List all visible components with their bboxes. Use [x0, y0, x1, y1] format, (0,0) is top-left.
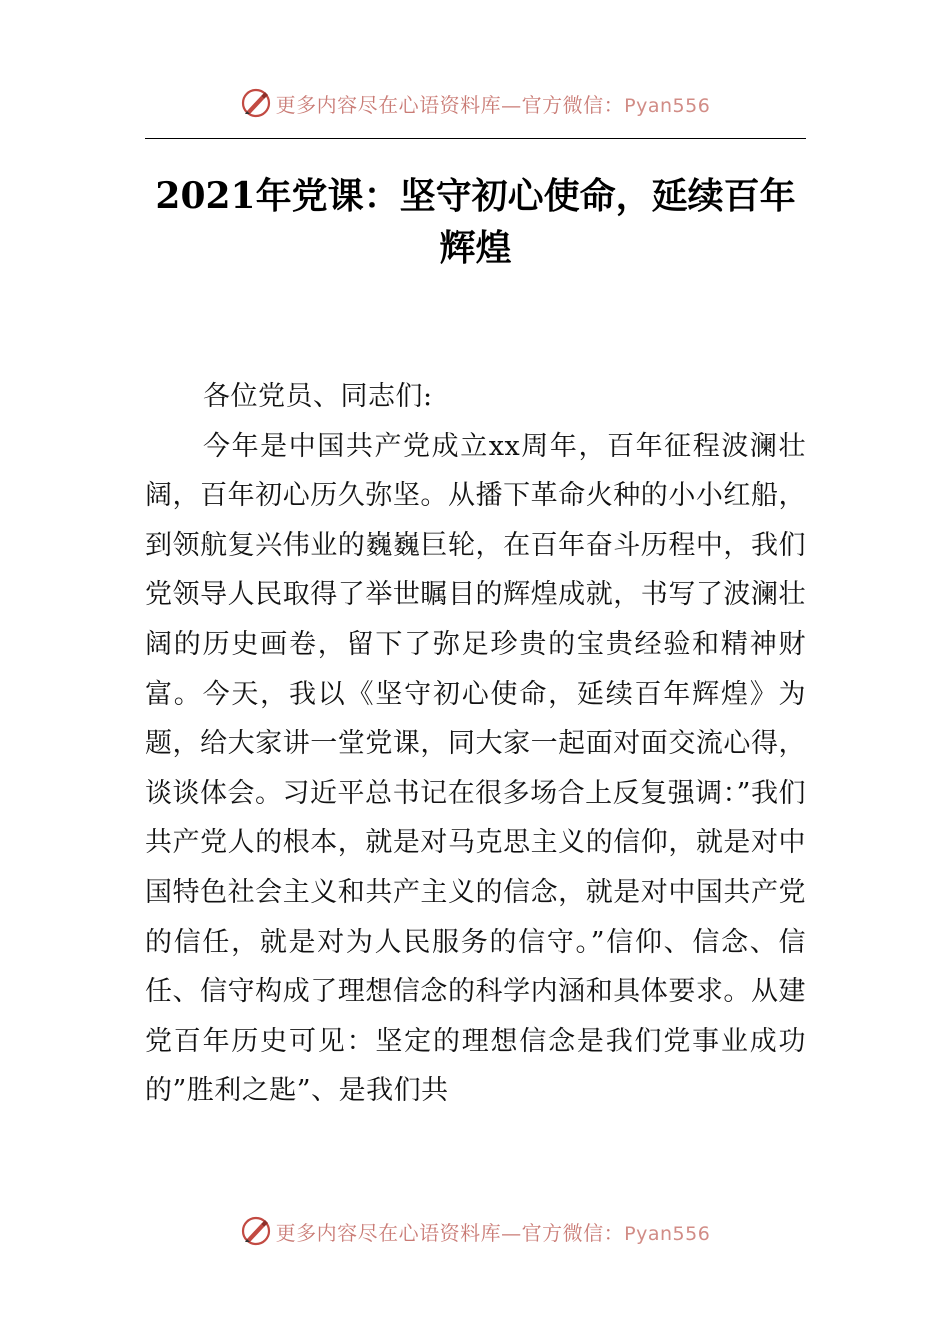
pen-logo-icon: [240, 87, 272, 119]
watermark-text: 更多内容尽在心语资料库—官方微信：Pyan556: [275, 1220, 711, 1245]
watermark-text: 更多内容尽在心语资料库—官方微信：Pyan556: [275, 92, 711, 117]
header-watermark: [0, 83, 950, 123]
document-title: 2021年党课：坚守初心使命，延续百年辉煌: [155, 175, 796, 269]
footer-watermark: [0, 1211, 950, 1251]
pen-logo-icon: [240, 1215, 272, 1247]
document-body: [145, 372, 806, 1116]
wechat-id: Pyan556: [624, 94, 711, 117]
wechat-id: Pyan556: [624, 1222, 711, 1245]
header-divider: [145, 138, 806, 139]
greeting-paragraph: 各位党员、同志们:: [203, 381, 433, 412]
body-paragraph: 今年是中国共产党成立xx周年，百年征程波澜壮阔，百年初心历久弥坚。从播下革命火种的小小红船，到领航复兴伟业的巍巍巨轮，在百年奋斗历程中，我们党领导人民取得了举世瞩目的辉煌成就，书写了波澜壮阔的历史画卷，留下了弥足珍贵的宝贵经验和精神财富。今天，我以《坚守初心使命，延续百年辉煌》为题，给大家讲一堂党课，同大家一起面对面交流心得，谈谈体会。习近平总书记在很多场合上反复强调：”我们共产党人的根本，就是对马克思主义的信仰，就是对中国特色社会主义和共产主义的信念，就是对中国共产党的信任，就是对为人民服务的信守。”信仰、信念、信任、信守构成了理想信念的科学内涵和具体要求。从建党百年历史可见：坚定的理想信念是我们党事业成功的”胜利之匙”、是我们共: [145, 430, 806, 1107]
